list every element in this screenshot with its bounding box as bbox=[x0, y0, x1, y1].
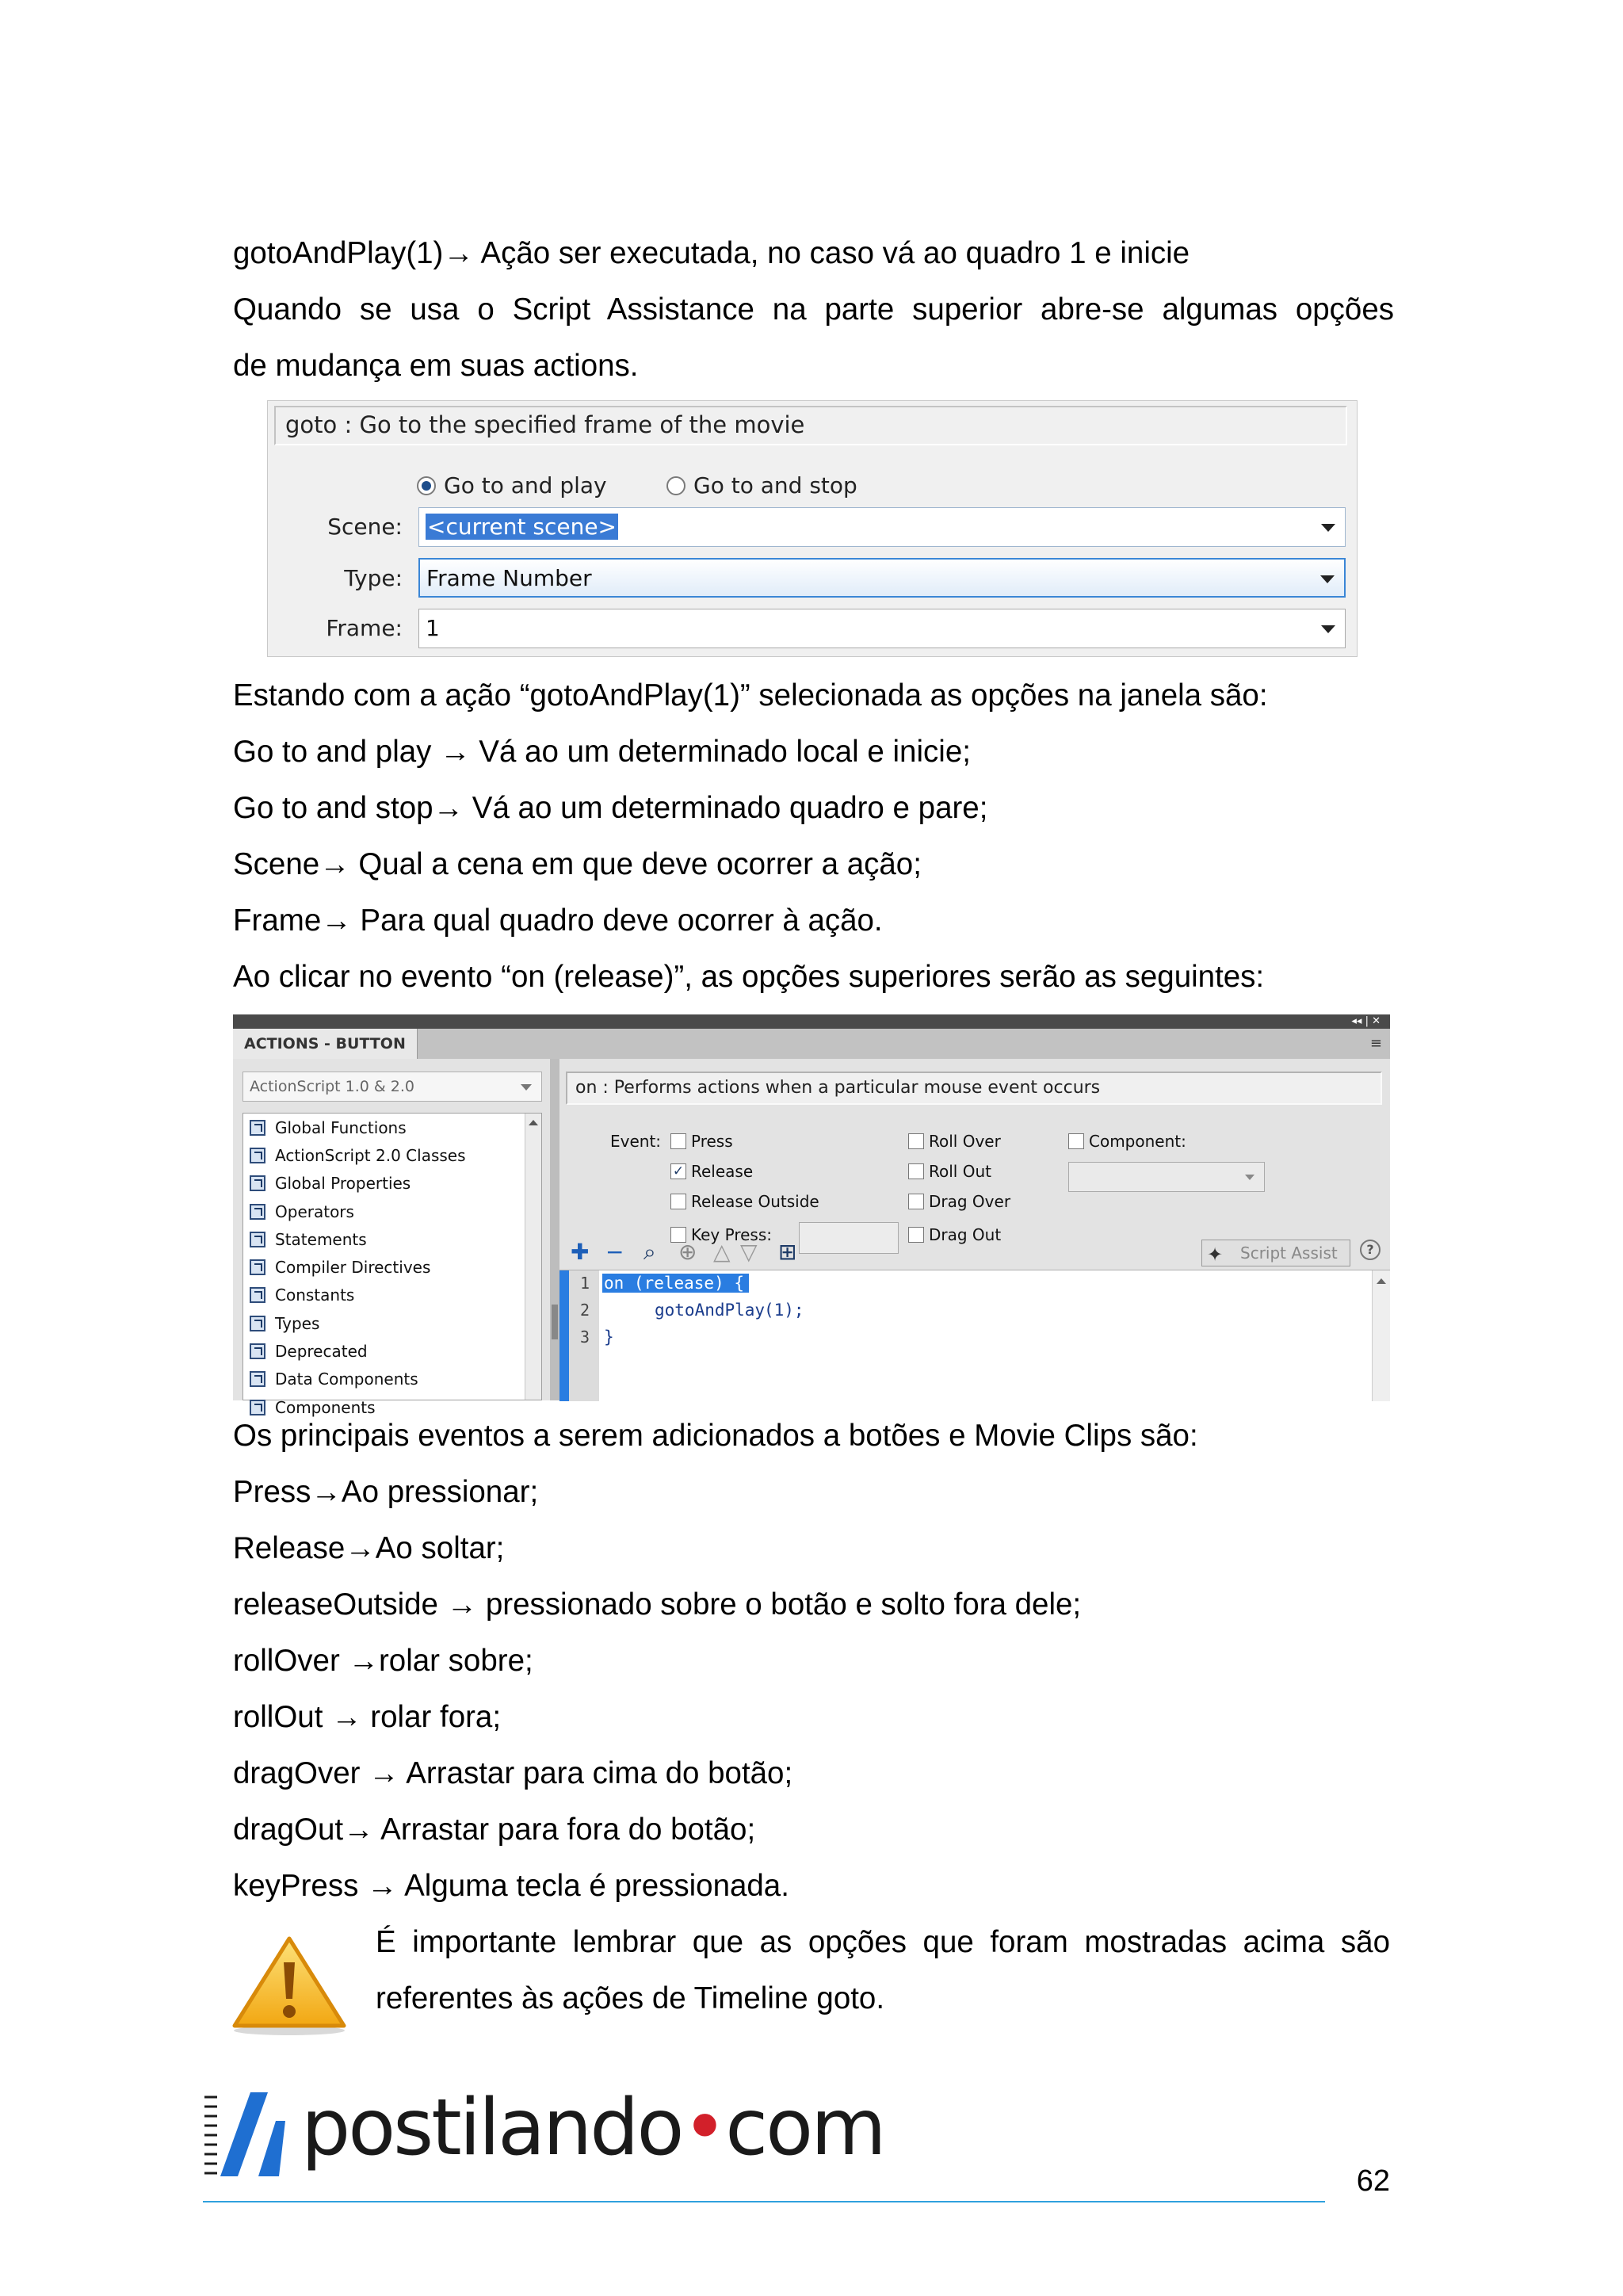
chevron-down-icon bbox=[521, 1084, 532, 1091]
actions-toolbox bbox=[233, 1059, 550, 1417]
checkbox-press[interactable] bbox=[670, 1132, 733, 1151]
event-roll-over: rollOver →rolar sobre; bbox=[233, 1644, 533, 1678]
tree-item-label: Global Functions bbox=[275, 1117, 407, 1137]
book-icon bbox=[250, 1259, 265, 1275]
component-select[interactable] bbox=[1068, 1162, 1265, 1192]
checkbox-icon bbox=[908, 1194, 924, 1209]
insert-target-path-icon[interactable]: ⊞ bbox=[778, 1239, 797, 1265]
tree-item-label: Operators bbox=[275, 1201, 354, 1221]
type-label: Type: bbox=[344, 565, 403, 591]
remove-statement-icon[interactable]: − bbox=[605, 1239, 624, 1265]
event-release: Release→Ao soltar; bbox=[233, 1531, 505, 1565]
tree-item-compiler-directives[interactable] bbox=[243, 1253, 541, 1281]
tree-item-label: Data Components bbox=[275, 1370, 418, 1389]
radio-go-to-and-stop-label: Go to and stop bbox=[693, 472, 857, 499]
postilando-logo-icon bbox=[203, 2089, 287, 2184]
move-up-icon[interactable]: △ bbox=[713, 1239, 731, 1265]
line-number: 1 bbox=[580, 1274, 590, 1293]
event-drag-over: dragOver → Arrastar para cima do botão; bbox=[233, 1756, 793, 1790]
tree-item-operators[interactable] bbox=[243, 1198, 541, 1225]
scroll-up-icon[interactable] bbox=[529, 1120, 538, 1125]
checkbox-icon bbox=[908, 1163, 924, 1179]
footer-rule bbox=[203, 2201, 1325, 2202]
tree-item-label: Deprecated bbox=[275, 1342, 368, 1362]
scene-value: <current scene> bbox=[427, 514, 617, 540]
splitter-handle[interactable] bbox=[552, 1305, 558, 1339]
type-select[interactable] bbox=[418, 558, 1346, 598]
code-line-2-function: gotoAndPlay bbox=[655, 1301, 766, 1320]
checkbox-drag-over-label: Drag Over bbox=[929, 1192, 1011, 1211]
tree-item-label: Constants bbox=[275, 1286, 355, 1305]
goto-panel-title: goto : Go to the specified frame of the movie bbox=[274, 406, 1347, 445]
chevron-down-icon bbox=[1245, 1175, 1254, 1180]
frame-label: Frame: bbox=[326, 615, 403, 641]
radio-unselected-icon bbox=[666, 476, 685, 495]
checkbox-icon bbox=[670, 1194, 686, 1209]
checkbox-roll-over-label: Roll Over bbox=[929, 1132, 1001, 1151]
middle-line-5: Frame→ Para qual quadro deve ocorrer à ação. bbox=[233, 904, 883, 938]
magic-wand-icon: ✦ bbox=[1207, 1244, 1224, 1266]
chevron-down-icon bbox=[1321, 524, 1335, 532]
middle-line-1: Estando com a ação “gotoAndPlay(1)” selecionada as opções na janela são: bbox=[233, 678, 1268, 712]
intro-line-1: gotoAndPlay(1)→ Ação ser executada, no caso vá ao quadro 1 e inicie bbox=[233, 236, 1190, 270]
event-drag-out: dragOut→ Arrastar para fora do botão; bbox=[233, 1813, 756, 1847]
checkbox-roll-out-label: Roll Out bbox=[929, 1162, 991, 1181]
radio-go-to-and-play-label: Go to and play bbox=[444, 472, 607, 499]
event-release-outside: releaseOutside → pressionado sobre o botão e solto fora dele; bbox=[233, 1587, 1082, 1622]
scene-label: Scene: bbox=[327, 514, 403, 540]
script-assist-label: Script Assist bbox=[1240, 1244, 1338, 1263]
radio-selected-icon bbox=[417, 476, 436, 495]
code-line-2-args: (1); bbox=[764, 1301, 804, 1320]
book-icon bbox=[250, 1287, 265, 1303]
line-number: 3 bbox=[580, 1328, 590, 1347]
panel-header bbox=[233, 1029, 1390, 1060]
checkbox-component-label: Component: bbox=[1089, 1132, 1186, 1151]
gutter-highlight bbox=[559, 1270, 569, 1401]
type-value: Frame Number bbox=[426, 565, 592, 591]
target-icon[interactable]: ⊕ bbox=[678, 1239, 697, 1265]
tree-item-label: Types bbox=[275, 1313, 320, 1333]
version-value: ActionScript 1.0 & 2.0 bbox=[250, 1078, 414, 1095]
checkbox-release-label: Release bbox=[691, 1162, 754, 1181]
tree-item-constants[interactable] bbox=[243, 1282, 541, 1309]
event-key-press: keyPress → Alguma tecla é pressionada. bbox=[233, 1869, 789, 1903]
book-icon bbox=[250, 1400, 265, 1415]
help-icon[interactable]: ? bbox=[1360, 1240, 1381, 1260]
chevron-down-icon bbox=[1320, 575, 1335, 583]
tab-actions-button[interactable]: ACTIONS - BUTTON bbox=[233, 1029, 418, 1059]
find-icon[interactable]: ⌕ bbox=[643, 1239, 656, 1265]
note-line-2: referentes às ações de Timeline goto. bbox=[376, 1981, 885, 2015]
tree-item-global-properties[interactable] bbox=[243, 1170, 541, 1198]
actions-button-panel bbox=[233, 1014, 1390, 1417]
radio-go-to-and-play[interactable] bbox=[417, 472, 607, 499]
script-pane bbox=[559, 1059, 1390, 1400]
move-down-icon[interactable]: ▽ bbox=[740, 1239, 758, 1265]
tree-item-label: Statements bbox=[275, 1229, 367, 1249]
checkbox-icon bbox=[670, 1133, 686, 1149]
middle-line-3: Go to and stop→ Vá ao um determinado quadro e pare; bbox=[233, 791, 988, 825]
checkbox-release-outside[interactable] bbox=[670, 1192, 819, 1211]
collapse-close-icon[interactable]: ◂◂ | ✕ bbox=[1351, 1015, 1381, 1027]
tree-item-label: Compiler Directives bbox=[275, 1258, 431, 1278]
middle-line-4: Scene→ Qual a cena em que deve ocorrer a ação; bbox=[233, 847, 922, 881]
frame-input[interactable] bbox=[418, 609, 1346, 648]
event-label: Event: bbox=[610, 1132, 662, 1151]
checkbox-component[interactable] bbox=[1068, 1132, 1186, 1151]
tree-item-deprecated[interactable] bbox=[243, 1337, 541, 1365]
tree-item-label: Global Properties bbox=[275, 1174, 411, 1194]
checkbox-press-label: Press bbox=[691, 1132, 733, 1151]
checkbox-drag-over[interactable] bbox=[908, 1192, 1010, 1211]
event-roll-out: rollOut → rolar fora; bbox=[233, 1700, 502, 1734]
intro-line-2: Quando se usa o Script Assistance na parte superior abre-se algumas opções bbox=[233, 292, 1394, 327]
tree-item-global-functions[interactable] bbox=[243, 1114, 541, 1141]
line-number: 2 bbox=[580, 1301, 590, 1320]
tree-scrollbar[interactable] bbox=[525, 1114, 541, 1400]
version-select[interactable] bbox=[242, 1072, 542, 1102]
code-scrollbar[interactable] bbox=[1372, 1270, 1390, 1401]
actions-tree bbox=[242, 1113, 542, 1417]
checkbox-icon bbox=[1068, 1133, 1084, 1149]
checkbox-icon bbox=[908, 1133, 924, 1149]
book-icon bbox=[250, 1316, 265, 1331]
checkbox-roll-out[interactable] bbox=[908, 1162, 991, 1181]
chevron-down-icon bbox=[1321, 625, 1335, 633]
checkmark-icon: ✓ bbox=[670, 1163, 686, 1179]
book-icon bbox=[250, 1232, 265, 1247]
checkbox-release[interactable] bbox=[670, 1162, 753, 1181]
scene-select[interactable] bbox=[418, 507, 1346, 547]
line-gutter bbox=[559, 1270, 599, 1401]
radio-go-to-and-stop[interactable] bbox=[666, 472, 857, 499]
panel-menu-icon[interactable]: ≡ bbox=[1369, 1035, 1382, 1052]
tree-item-label: ActionScript 2.0 Classes bbox=[275, 1145, 466, 1165]
middle-line-2: Go to and play → Vá ao um determinado local e inicie; bbox=[233, 735, 971, 769]
note-line-1: É importante lembrar que as opções que foram mostradas acima são bbox=[376, 1925, 1390, 1959]
checkbox-key-press-label: Key Press: bbox=[691, 1225, 772, 1244]
event-press: Press→Ao pressionar; bbox=[233, 1475, 539, 1509]
checkbox-roll-over[interactable] bbox=[908, 1132, 1001, 1151]
book-icon bbox=[250, 1175, 265, 1191]
tree-item-data-components[interactable] bbox=[243, 1366, 541, 1393]
book-icon bbox=[250, 1343, 265, 1359]
action-description: on : Performs actions when a particular mouse event occurs bbox=[566, 1072, 1382, 1105]
page-number: 62 bbox=[1356, 2164, 1390, 2198]
code-editor[interactable] bbox=[559, 1270, 1390, 1401]
postilando-logo-text: postilando•com bbox=[301, 2083, 884, 2173]
events-intro: Os principais eventos a serem adicionados a botões e Movie Clips são: bbox=[233, 1419, 1198, 1453]
code-line-1: on (release) { bbox=[602, 1274, 749, 1293]
add-statement-icon[interactable]: ✚ bbox=[571, 1239, 590, 1265]
script-toolbar bbox=[559, 1232, 1390, 1270]
tree-item-actionscript-classes[interactable] bbox=[243, 1141, 541, 1169]
book-icon bbox=[250, 1148, 265, 1163]
book-icon bbox=[250, 1371, 265, 1387]
script-assist-button[interactable] bbox=[1201, 1240, 1350, 1266]
panel-top-bar bbox=[233, 1014, 1390, 1029]
scroll-up-icon[interactable] bbox=[1377, 1278, 1386, 1284]
book-icon bbox=[250, 1204, 265, 1220]
middle-line-6: Ao clicar no evento “on (release)”, as opções superiores serão as seguintes: bbox=[233, 960, 1265, 994]
warning-triangle-icon bbox=[230, 1934, 349, 2037]
book-icon bbox=[250, 1120, 265, 1136]
tree-item-label: Components bbox=[275, 1397, 376, 1417]
frame-value: 1 bbox=[426, 615, 440, 641]
goto-action-panel bbox=[267, 400, 1358, 657]
checkbox-drag-out-label: Drag Out bbox=[929, 1225, 1002, 1244]
tree-item-types[interactable] bbox=[243, 1309, 541, 1337]
tree-item-statements[interactable] bbox=[243, 1225, 541, 1253]
checkbox-release-outside-label: Release Outside bbox=[691, 1192, 819, 1211]
intro-line-3: de mudança em suas actions. bbox=[233, 349, 639, 383]
panel-splitter[interactable] bbox=[550, 1059, 559, 1400]
code-line-3: } bbox=[604, 1328, 614, 1347]
